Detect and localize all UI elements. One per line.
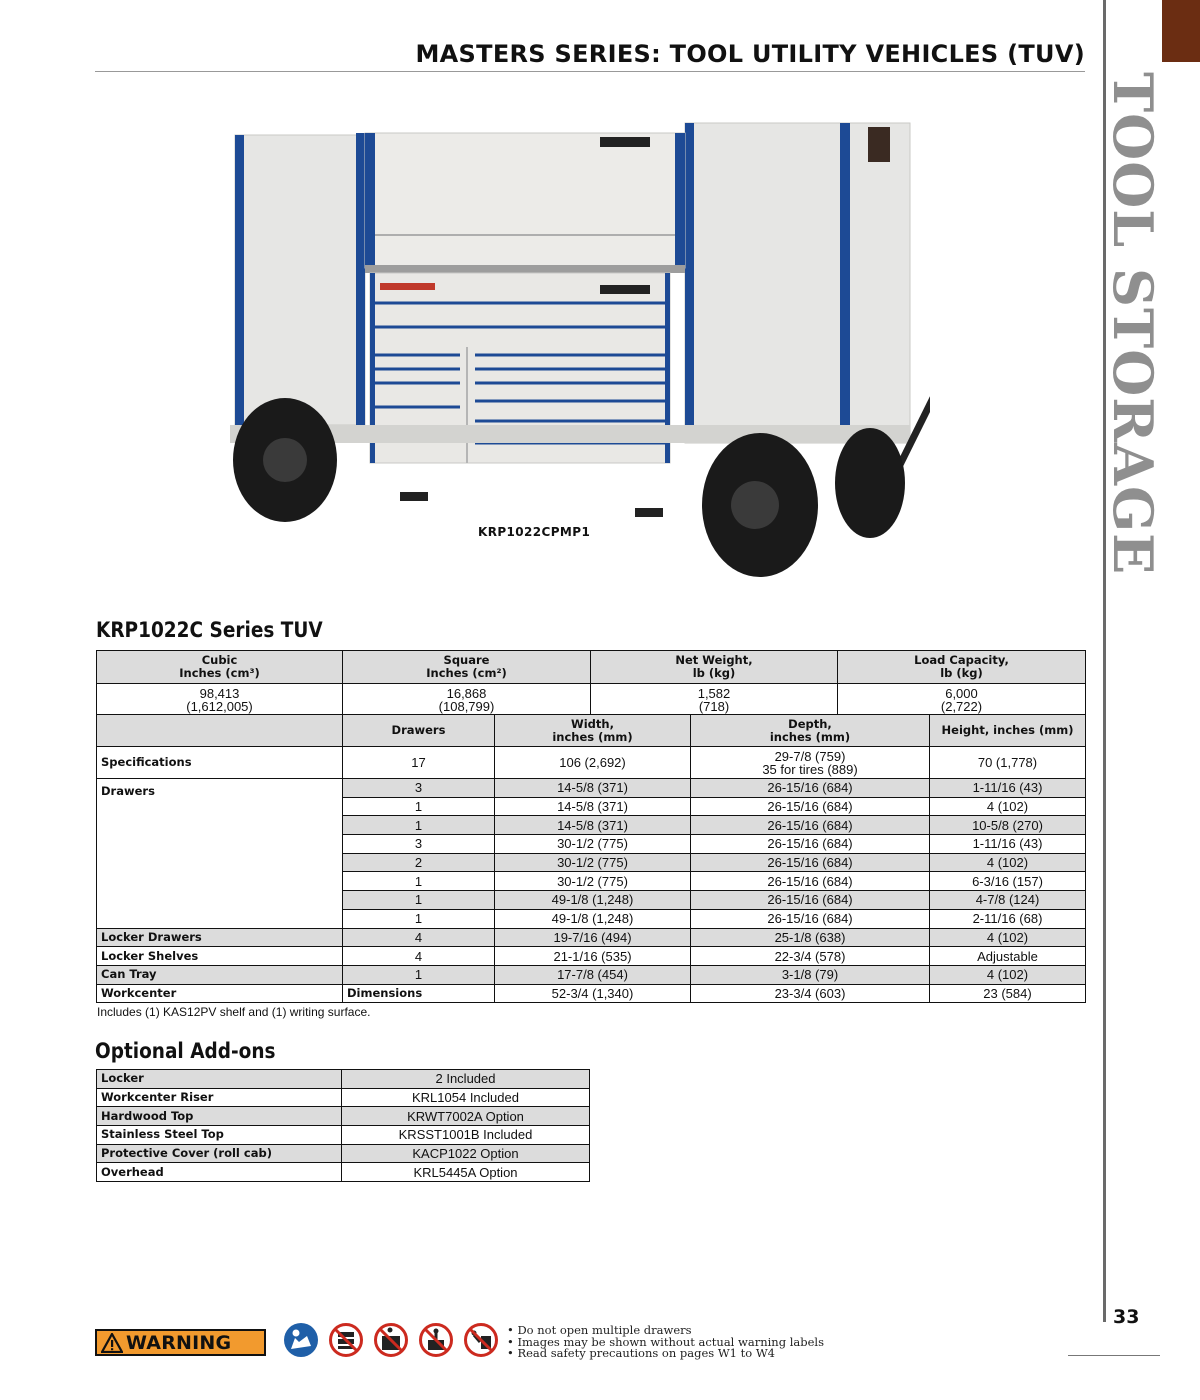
summary-header-row: [97, 651, 1086, 684]
table-row: 1 49-1/8 (1,248) 26-15/16 (684) 2-11/16 (68): [97, 909, 1086, 928]
warning-note: • Images may be shown without actual warning labels: [507, 1334, 824, 1349]
locker-drawers-label: Locker Drawers: [97, 928, 343, 947]
table-row: Overhead KRL5445A Option: [97, 1163, 590, 1182]
cubic-value: 98,413 (1,612,005): [97, 684, 343, 716]
safety-icons: [283, 1322, 499, 1358]
drawers-label: Drawers: [97, 779, 343, 929]
table-row: Locker Drawers 4 19-7/16 (494) 25-1/8 (638) 4 (102): [97, 928, 1086, 947]
warning-note: • Read safety precautions on pages W1 to W4: [507, 1346, 775, 1360]
detail-header-row: [97, 715, 1086, 747]
table-row: Hardwood Top KRWT7002A Option: [97, 1107, 590, 1126]
series-title: KRP1022C Series TUV: [96, 618, 323, 642]
header-rule: [95, 71, 1085, 72]
square-header: Square Inches (cm²): [343, 651, 591, 684]
table-row: Drawers 3 14-5/8 (371) 26-15/16 (684) 1-11/16 (43): [97, 779, 1086, 798]
table-footnote: Includes (1) KAS12PV shelf and (1) writing surface.: [97, 1005, 371, 1019]
table-row: Can Tray 1 17-7/8 (454) 3-1/8 (79) 4 (102): [97, 965, 1086, 984]
warning-triangle-icon: [101, 1333, 123, 1353]
load-capacity-header: Load Capacity, lb (kg): [838, 651, 1086, 684]
addons-title: Optional Add-ons: [95, 1039, 276, 1063]
product-model-label: KRP1022CPMP1: [478, 525, 591, 539]
read-manual-icon: [283, 1322, 319, 1358]
no-climbing-icon: [373, 1322, 409, 1358]
specifications-label: Specifications: [97, 747, 343, 779]
specifications-row: [97, 747, 1086, 779]
tool-utility-vehicle-illustration: [230, 115, 930, 585]
addons-table: [96, 1069, 590, 1182]
section-tab-marker: [1162, 0, 1200, 62]
table-row: 1 30-1/2 (775) 26-15/16 (684) 6-3/16 (157): [97, 872, 1086, 891]
table-row: 1 14-5/8 (371) 26-15/16 (684) 4 (102): [97, 797, 1086, 816]
square-value: 16,868 (108,799): [343, 684, 591, 716]
load-capacity-value: 6,000 (2,722): [838, 684, 1086, 716]
summary-value-row: [97, 684, 1086, 716]
net-weight-header: Net Weight, lb (kg): [591, 651, 838, 684]
no-pushing-icon: [463, 1322, 499, 1358]
page-title: MASTERS SERIES: TOOL UTILITY VEHICLES (TUV): [415, 40, 1085, 68]
specifications-height: 70 (1,778): [930, 747, 1086, 779]
table-row: Locker Shelves 4 21-1/16 (535) 22-3/4 (578) Adjustable: [97, 947, 1086, 966]
warning-label: WARNING: [126, 1331, 232, 1354]
no-standing-icon: [418, 1322, 454, 1358]
specifications-drawers: 17: [343, 747, 495, 779]
section-side-title: TOOL STORAGE: [1101, 72, 1165, 576]
can-tray-label: Can Tray: [97, 965, 343, 984]
table-row: 3 30-1/2 (775) 26-15/16 (684) 1-11/16 (43): [97, 835, 1086, 854]
summary-table: [96, 650, 1086, 716]
specifications-depth: 29-7/8 (759) 35 for tires (889): [691, 747, 930, 779]
table-row: 1 49-1/8 (1,248) 26-15/16 (684) 4-7/8 (124): [97, 891, 1086, 910]
width-header: Width, inches (mm): [495, 715, 691, 747]
table-row: Workcenter Riser KRL1054 Included: [97, 1088, 590, 1107]
table-row: Locker 2 Included: [97, 1070, 590, 1089]
warning-badge: [95, 1329, 266, 1356]
warning-note: • Do not open multiple drawers: [507, 1323, 692, 1337]
workcenter-label: Workcenter: [97, 984, 343, 1003]
height-header: Height, inches (mm): [930, 715, 1086, 747]
table-row: 1 14-5/8 (371) 26-15/16 (684) 10-5/8 (270): [97, 816, 1086, 835]
table-row: Workcenter Dimensions 52-3/4 (1,340) 23-3/4 (603) 23 (584): [97, 984, 1086, 1003]
net-weight-value: 1,582 (718): [591, 684, 838, 716]
no-multiple-drawers-icon: [328, 1322, 364, 1358]
product-image: [230, 115, 930, 585]
table-row: Protective Cover (roll cab) KACP1022 Option: [97, 1144, 590, 1163]
drawers-header: Drawers: [343, 715, 495, 747]
table-row: Stainless Steel Top KRSST1001B Included: [97, 1126, 590, 1145]
label-header: [97, 715, 343, 747]
table-row: 2 30-1/2 (775) 26-15/16 (684) 4 (102): [97, 853, 1086, 872]
locker-shelves-label: Locker Shelves: [97, 947, 343, 966]
page-number-rule: [1068, 1355, 1160, 1356]
cubic-header: Cubic Inches (cm³): [97, 651, 343, 684]
page-number: 33: [1113, 1306, 1140, 1328]
depth-header: Depth, inches (mm): [691, 715, 930, 747]
specifications-table: [96, 714, 1086, 1003]
specifications-width: 106 (2,692): [495, 747, 691, 779]
warning-notes: [507, 1325, 824, 1360]
